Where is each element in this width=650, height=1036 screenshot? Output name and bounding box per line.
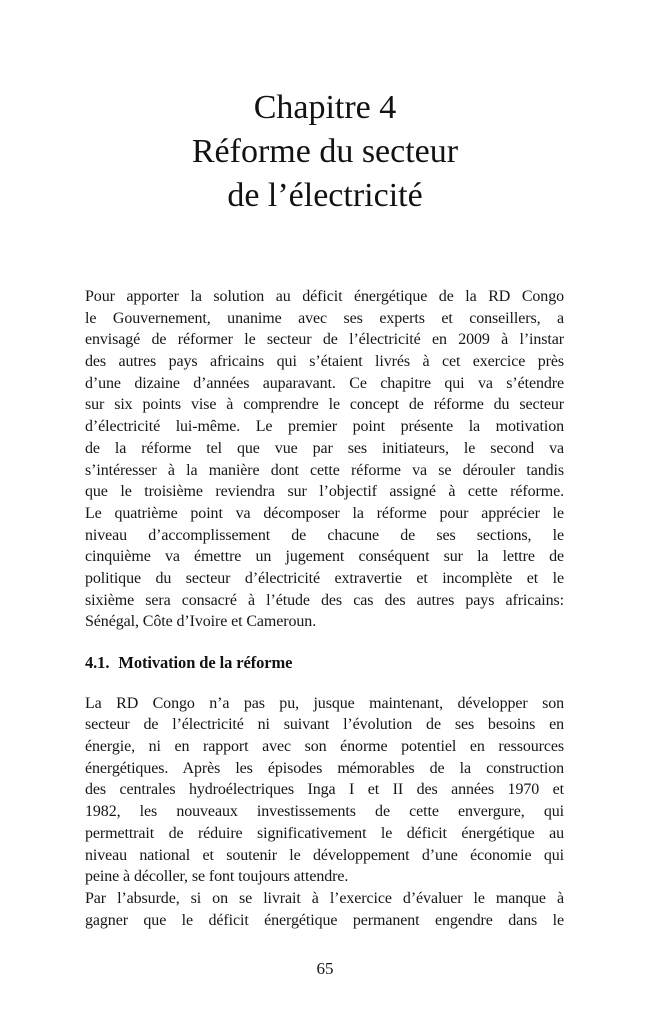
text-line: d’électricité lui-même. Le premier point présente la motivation (85, 418, 564, 436)
text-line: Sénégal, Côte d’Ivoire et Cameroun. (85, 613, 317, 631)
paragraph-absurde (85, 888, 564, 931)
text-line: s’intéresser à la manière dont cette réforme va se dérouler tandis (85, 461, 564, 479)
section-heading-number: 4.1. (85, 653, 110, 672)
body-text (85, 286, 564, 931)
chapter-title-line: Réforme du secteur (191, 133, 459, 170)
text-line: secteur de l’électricité ni suivant l’évolution de ses besoins en (85, 716, 564, 734)
section-heading-title: Motivation de la réforme (118, 653, 293, 672)
text-line: d’une dizaine d’années auparavant. Ce chapitre qui va s’étendre (85, 374, 564, 392)
text-line: cinquième va émettre un jugement conséquent sur la lettre de (85, 548, 564, 566)
text-line: énergie, ni en rapport avec son énorme potentiel en ressources (85, 738, 564, 756)
text-line: Pour apporter la solution au déficit énergétique de la RD Congo (85, 288, 564, 305)
text-line: énergétiques. Après les épisodes mémorables de la construction (85, 759, 564, 777)
text-line: La RD Congo n’a pas pu, jusque maintenant, développer son (85, 694, 564, 712)
text-line: que le troisième reviendra sur l’objectif assigné à cette réforme. (85, 483, 564, 501)
text-line: Par l’absurde, si on se livrait à l’exercice d’évaluer le manque à (85, 889, 564, 907)
text-line: permettrait de réduire significativement le déficit énergétique au (85, 824, 564, 842)
text-line: sur six points vise à comprendre le concept de réforme du secteur (85, 396, 564, 414)
text-line: Le quatrième point va décomposer la réforme pour apprécier le (85, 504, 564, 522)
text-line: politique du secteur d’électricité extravertie et incomplète et le (85, 569, 564, 587)
chapter-title-line: Chapitre 4 (253, 89, 397, 126)
section-heading (85, 652, 564, 674)
text-line: le Gouvernement, unanime avec ses experts et conseillers, a (85, 309, 564, 327)
chapter-title-line: de l’électricité (227, 177, 423, 214)
text-line: de la réforme tel que vue par ses initiateurs, le second va (85, 439, 564, 457)
chapter-title (0, 86, 650, 218)
paragraph-motivation (85, 693, 564, 888)
paragraph-intro (85, 286, 564, 633)
text-line: gagner que le déficit énergétique permanent engendre dans le (85, 911, 564, 929)
text-line: envisagé de réformer le secteur de l’électricité en 2009 à l’instar (85, 331, 564, 349)
text-line: peine à décoller, se font toujours attendre. (85, 868, 349, 886)
text-line: sixième sera consacré à l’étude des cas des autres pays africains: (85, 591, 564, 609)
text-line: des autres pays africains qui s’étaient livrés à cet exercice près (85, 353, 564, 371)
text-line: 1982, les nouveaux investissements de cette envergure, qui (85, 803, 564, 821)
text-line: niveau d’accomplissement de chacune de ses sections, le (85, 526, 564, 544)
text-line: niveau national et soutenir le développement d’une économie qui (85, 846, 564, 864)
page-number: 65 (316, 959, 334, 978)
text-line: des centrales hydroélectriques Inga I et II des années 1970 et (85, 781, 564, 799)
